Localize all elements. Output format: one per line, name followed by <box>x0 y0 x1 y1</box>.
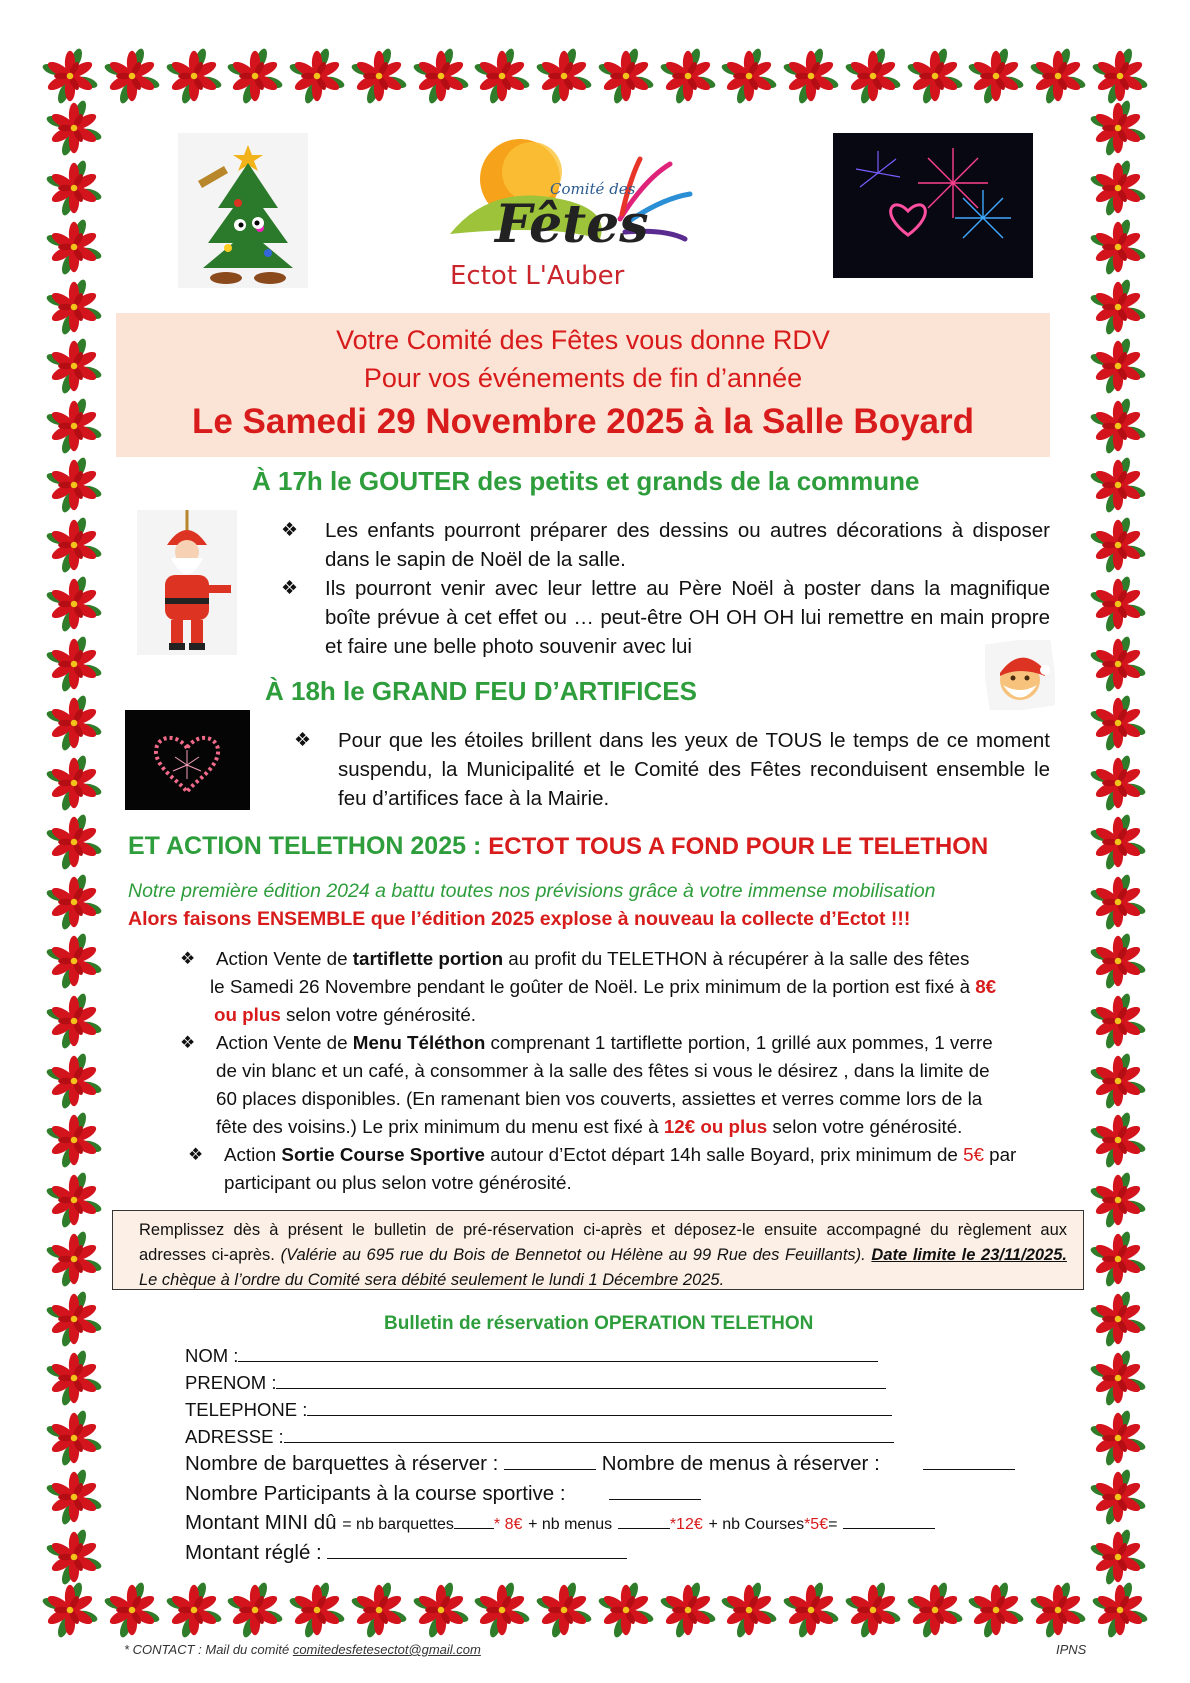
poinsettia-icon <box>227 1582 283 1638</box>
poinsettia-icon <box>46 517 102 573</box>
event-date-title: Le Samedi 29 Novembre 2025 à la Salle Boyard <box>191 402 975 441</box>
poinsettia-icon <box>721 1582 777 1638</box>
poinsettia-icon <box>1090 695 1146 751</box>
poinsettia-icon <box>42 1582 98 1638</box>
comite-des-fetes-logo <box>420 124 720 294</box>
action-2-line-2: de vin blanc et un café, à consommer à la salle des fêtes si vous le désirez , dans la limite de <box>216 1060 990 1081</box>
prenom-input-line[interactable] <box>276 1370 886 1389</box>
bulletin-title: Bulletin de réservation OPERATION TELETHON <box>384 1313 814 1334</box>
montant-regle-line[interactable] <box>327 1540 627 1559</box>
poinsettia-icon <box>1090 1112 1146 1168</box>
poinsettia-icon <box>783 1582 839 1638</box>
footer-ipns: IPNS <box>1056 1642 1087 1657</box>
poinsettia-icon <box>1030 1582 1086 1638</box>
poinsettia-icon <box>598 48 654 104</box>
logo-small-text: Comité des <box>550 180 636 198</box>
rdv-line-1: Votre Comité des Fêtes vous donne RDV <box>336 325 830 355</box>
price-8: * 8€ <box>493 1516 523 1533</box>
diamond-bullet-icon: ❖ <box>281 520 299 541</box>
poinsettia-icon <box>474 48 530 104</box>
poinsettia-icon <box>1090 1350 1146 1406</box>
poinsettia-icon <box>46 993 102 1049</box>
adresse-input-line[interactable] <box>284 1424 894 1443</box>
list-item: ❖ Action Sortie Course Sportive autour d’Ectot départ 14h salle Boyard, prix minimum de 5€ par <box>188 1141 1080 1169</box>
poinsettia-icon <box>1090 338 1146 394</box>
poinsettia-icon <box>1030 48 1086 104</box>
logo-big-text: Fêtes <box>495 194 649 255</box>
poinsettia-icon <box>46 1053 102 1109</box>
action-1-line-3: ou plus selon votre générosité. <box>214 1004 477 1025</box>
poinsettia-icon <box>1090 100 1146 156</box>
nom-field[interactable]: NOM : <box>185 1343 878 1367</box>
diamond-bullet-icon: ❖ <box>180 1033 196 1052</box>
poinsettia-icon <box>1090 1410 1146 1466</box>
poinsettia-icon <box>1090 1529 1146 1585</box>
feu-bullets <box>288 726 1050 813</box>
diamond-bullet-icon: ❖ <box>281 578 299 599</box>
poinsettia-icon <box>46 398 102 454</box>
poinsettia-icon <box>46 1410 102 1466</box>
poinsettia-icon <box>1092 48 1148 104</box>
poinsettia-icon <box>46 1469 102 1525</box>
poinsettia-icon <box>907 1582 963 1638</box>
participants-row: Nombre Participants à la course sportive : <box>185 1481 701 1506</box>
action-2-line-3: 60 places disponibles. (En ramenant bien vos couverts, assiettes et verres comme lors de la <box>216 1088 983 1109</box>
feu-heading: À 18h le GRAND FEU D’ARTIFICES <box>265 676 697 706</box>
poinsettia-icon <box>1090 755 1146 811</box>
poinsettia-icon <box>46 1112 102 1168</box>
rdv-banner <box>116 313 1050 457</box>
diamond-bullet-icon: ❖ <box>188 1145 204 1164</box>
poinsettia-icon <box>351 1582 407 1638</box>
poinsettia-icon <box>783 48 839 104</box>
poinsettia-icon <box>1090 1231 1146 1287</box>
poinsettia-icon <box>413 48 469 104</box>
barquettes-menus-row: Nombre de barquettes à réserver : Nombre de menus à réserver : <box>185 1451 1015 1476</box>
poinsettia-icon <box>1090 576 1146 632</box>
adresse-field[interactable]: ADRESSE : <box>185 1424 894 1448</box>
poinsettia-icon <box>46 933 102 989</box>
poinsettia-icon <box>166 1582 222 1638</box>
poinsettia-icon <box>1090 279 1146 335</box>
montant-regle-row: Montant réglé : <box>185 1540 627 1565</box>
montant-total-line[interactable] <box>843 1510 935 1529</box>
telethon-actions <box>180 945 1080 1197</box>
poinsettia-icon <box>104 48 160 104</box>
poinsettia-icon <box>845 48 901 104</box>
poinsettia-icon <box>1090 1469 1146 1525</box>
action-1-line-2: le Samedi 26 Novembre pendant le goûter de Noël. Le prix minimum de la portion est fixé à 8€ <box>210 976 997 997</box>
poinsettia-icon <box>1090 814 1146 870</box>
menus-input-line[interactable] <box>923 1451 1015 1470</box>
poinsettia-icon <box>46 100 102 156</box>
gouter-heading: À 17h le GOUTER des petits et grands de la commune <box>252 466 920 496</box>
list-item: ❖ Action Vente de Menu Téléthon comprenant 1 tartiflette portion, 1 grillé aux pommes, 1 verre <box>180 1029 1080 1057</box>
diamond-bullet-icon: ❖ <box>294 730 312 751</box>
poinsettia-icon <box>289 48 345 104</box>
poinsettia-icon <box>413 1582 469 1638</box>
poinsettia-icon <box>1090 993 1146 1049</box>
poinsettia-icon <box>1090 636 1146 692</box>
telephone-input-line[interactable] <box>307 1397 892 1416</box>
poinsettia-icon <box>598 1582 654 1638</box>
poinsettia-icon <box>46 1350 102 1406</box>
poinsettia-icon <box>46 814 102 870</box>
poinsettia-icon <box>46 160 102 216</box>
calc-barquettes-line[interactable] <box>454 1510 494 1529</box>
poinsettia-icon <box>1090 160 1146 216</box>
poinsettia-icon <box>474 1582 530 1638</box>
poinsettia-icon <box>660 1582 716 1638</box>
action-2-line-4: fête des voisins.) Le prix minimum du menu est fixé à 12€ ou plus selon votre générosité. <box>216 1116 963 1137</box>
poinsettia-icon <box>46 695 102 751</box>
reservation-notice: Remplissez dès à présent le bulletin de pré-réservation ci-après et déposez-le ensuite accompagné du règlement aux adresses ci-après. (Valérie au 695 rue du Bois de Bennetot ou Hélène au 99 Rue des Feuillants). Date limite le 23/11/2025. Le chèque à l’ordre du Comité sera débité seulement le lundi 1 Décembre 2025. <box>112 1210 1084 1290</box>
poinsettia-icon <box>46 1172 102 1228</box>
montant-mini-row: Montant MINI dû = nb barquettes * 8€ + nb menus *12€ + nb Courses*5€= <box>185 1510 935 1535</box>
poinsettia-icon <box>968 1582 1024 1638</box>
poinsettia-icon <box>1090 933 1146 989</box>
poinsettia-icon <box>46 1291 102 1347</box>
poinsettia-icon <box>1090 1291 1146 1347</box>
poinsettia-border-left <box>42 100 106 1585</box>
calc-menus-line[interactable] <box>618 1510 670 1529</box>
poinsettia-icon <box>1090 1172 1146 1228</box>
telethon-heading: ET ACTION TELETHON 2025 : ECTOT TOUS A FOND POUR LE TELETHON <box>128 832 989 860</box>
poinsettia-icon <box>1090 517 1146 573</box>
poinsettia-icon <box>46 1231 102 1287</box>
poinsettia-icon <box>721 48 777 104</box>
poinsettia-icon <box>351 48 407 104</box>
list-item: ❖ Pour que les étoiles brillent dans les yeux de TOUS le temps de ce moment suspendu, la Municipalité et le Comité des Fêtes reconduisent ensemble le feu d’artifices face à la Mairie. <box>288 726 1050 813</box>
telethon-2024-line: Notre première édition 2024 a battu toutes nos prévisions grâce à votre immense mobilisation <box>128 880 936 902</box>
poinsettia-icon <box>968 48 1024 104</box>
poinsettia-icon <box>1090 874 1146 930</box>
list-item: ❖ Action Vente de tartiflette portion au profit du TELETHON à récupérer à la salle des fêtes <box>180 945 1080 973</box>
poinsettia-icon <box>907 48 963 104</box>
poinsettia-icon <box>227 48 283 104</box>
prenom-field[interactable]: PRENOM : <box>185 1370 886 1394</box>
telethon-2025-line: Alors faisons ENSEMBLE que l’édition 2025 explose à nouveau la collecte d’Ectot !!! <box>128 908 911 930</box>
list-item: ❖ Les enfants pourront préparer des dessins ou autres décorations à disposer dans le sapin de Noël de la salle. <box>275 516 1050 574</box>
poinsettia-icon <box>46 576 102 632</box>
poinsettia-icon <box>46 755 102 811</box>
poinsettia-icon <box>536 1582 592 1638</box>
poinsettia-border-right <box>1086 100 1150 1585</box>
poinsettia-icon <box>104 1582 160 1638</box>
poinsettia-icon <box>660 48 716 104</box>
santa-emoji-icon <box>985 640 1055 710</box>
poinsettia-icon <box>289 1582 345 1638</box>
nom-input-line[interactable] <box>238 1343 878 1362</box>
santa-claus-illustration <box>137 510 237 655</box>
poinsettia-icon <box>46 636 102 692</box>
poinsettia-icon <box>46 279 102 335</box>
poinsettia-icon <box>46 457 102 513</box>
telephone-field[interactable]: TELEPHONE : <box>185 1397 892 1421</box>
diamond-bullet-icon: ❖ <box>180 949 196 968</box>
rdv-line-2: Pour vos événements de fin d’année <box>363 363 803 393</box>
poinsettia-border-bottom <box>42 1578 1148 1642</box>
footer-contact: * CONTACT : Mail du comité comitedesfetesectot@gmail.com <box>124 1642 481 1657</box>
poinsettia-icon <box>46 338 102 394</box>
poinsettia-border-top <box>42 44 1148 108</box>
poinsettia-icon <box>536 48 592 104</box>
contact-email-link[interactable]: comitedesfetesectot@gmail.com <box>292 1642 481 1657</box>
poinsettia-icon <box>46 1529 102 1585</box>
action-3-line-2: participant ou plus selon votre générosité. <box>224 1172 572 1193</box>
poinsettia-icon <box>1092 1582 1148 1638</box>
poinsettia-icon <box>1090 457 1146 513</box>
poinsettia-icon <box>1090 1053 1146 1109</box>
logo-place-text: Ectot L'Auber <box>450 261 625 291</box>
gouter-bullets <box>275 516 1050 661</box>
list-item: ❖ Ils pourront venir avec leur lettre au Père Noël à poster dans la magnifique boîte prévue à cet effet ou … peut-être OH OH OH lui remettre en main propre et faire une belle photo souvenir avec lui <box>275 574 1050 661</box>
heart-fireworks-image <box>125 710 250 810</box>
fireworks-image <box>833 133 1033 278</box>
poinsettia-icon <box>42 48 98 104</box>
poinsettia-icon <box>46 219 102 275</box>
poinsettia-icon <box>845 1582 901 1638</box>
participants-input-line[interactable] <box>609 1481 701 1500</box>
christmas-tree-illustration <box>178 133 308 288</box>
barquettes-input-line[interactable] <box>504 1451 596 1470</box>
poinsettia-icon <box>1090 219 1146 275</box>
poinsettia-icon <box>46 874 102 930</box>
poinsettia-icon <box>166 48 222 104</box>
poinsettia-icon <box>1090 398 1146 454</box>
